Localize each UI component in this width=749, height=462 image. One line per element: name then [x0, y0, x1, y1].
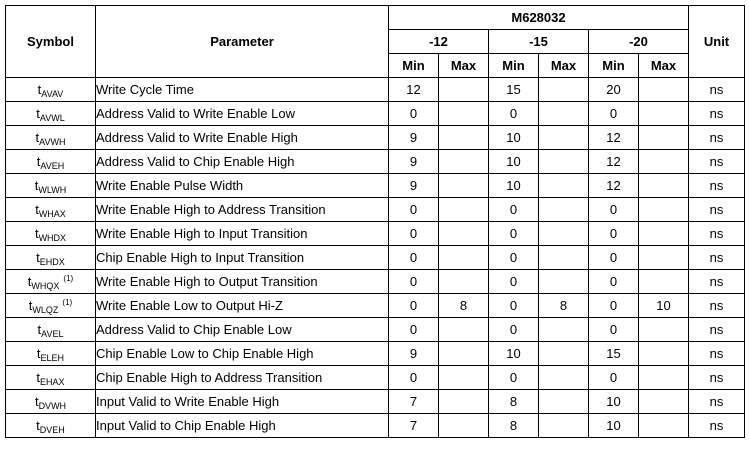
device-header: M628032 [389, 6, 689, 30]
min-value-cell: 7 [389, 390, 439, 414]
parameter-cell: Chip Enable High to Input Transition [96, 246, 389, 270]
symbol-letter: t [37, 322, 42, 337]
max-value-cell [539, 222, 589, 246]
min-value-cell: 0 [489, 222, 539, 246]
table-row [6, 78, 745, 102]
min-value-cell: 15 [489, 78, 539, 102]
symbol-letter: t [34, 394, 39, 409]
min-value-cell: 9 [389, 150, 439, 174]
table-row [6, 342, 745, 366]
min-value-cell: 0 [389, 294, 439, 318]
max-value-cell [639, 174, 689, 198]
unit-cell: ns [689, 78, 745, 102]
max-value-cell [539, 174, 589, 198]
min-value-cell: 12 [389, 78, 439, 102]
symbol-cell [6, 174, 96, 198]
symbol-letter: t [36, 346, 41, 361]
parameter-cell: Address Valid to Write Enable High [96, 126, 389, 150]
symbol-subscript: AVWH [39, 137, 66, 147]
min-value-cell: 0 [489, 246, 539, 270]
parameter-cell: Address Valid to Chip Enable High [96, 150, 389, 174]
min-value-cell: 0 [489, 270, 539, 294]
symbol-cell [6, 318, 96, 342]
min-value-cell: 12 [589, 150, 639, 174]
symbol-subscript: AVWL [39, 113, 65, 123]
max-value-cell [539, 126, 589, 150]
symbol-subscript: WHQX [31, 281, 60, 291]
timing-table [5, 5, 745, 438]
grade-header: -15 [489, 30, 589, 54]
min-value-cell: 0 [589, 294, 639, 318]
min-value-cell: 20 [589, 78, 639, 102]
table-row [6, 174, 745, 198]
min-value-cell: 0 [389, 222, 439, 246]
max-value-cell [639, 198, 689, 222]
min-value-cell: 0 [489, 198, 539, 222]
max-value-cell [639, 342, 689, 366]
symbol-letter: t [27, 274, 32, 289]
max-value-cell [539, 366, 589, 390]
symbol-cell [6, 246, 96, 270]
max-value-cell [439, 318, 489, 342]
table-row [6, 198, 745, 222]
table-row [6, 390, 745, 414]
min-value-cell: 0 [389, 270, 439, 294]
min-value-cell: 10 [589, 390, 639, 414]
max-value-cell: 10 [639, 294, 689, 318]
max-value-cell [439, 150, 489, 174]
min-header: Min [589, 54, 639, 78]
min-value-cell: 9 [389, 342, 439, 366]
max-value-cell [639, 318, 689, 342]
unit-cell: ns [689, 390, 745, 414]
header-row-1 [6, 6, 745, 30]
symbol-letter: t [36, 154, 41, 169]
parameter-cell: Write Enable High to Input Transition [96, 222, 389, 246]
symbol-cell [6, 390, 96, 414]
max-value-cell [439, 390, 489, 414]
parameter-cell: Chip Enable High to Address Transition [96, 366, 389, 390]
symbol-cell [6, 198, 96, 222]
max-value-cell [639, 102, 689, 126]
max-value-cell [539, 414, 589, 438]
symbol-letter: t [35, 130, 40, 145]
max-value-cell [639, 78, 689, 102]
table-row [6, 102, 745, 126]
max-value-cell [439, 78, 489, 102]
parameter-cell: Address Valid to Chip Enable Low [96, 318, 389, 342]
min-value-cell: 9 [389, 126, 439, 150]
symbol-subscript: WHDX [38, 233, 67, 243]
min-value-cell: 12 [589, 126, 639, 150]
symbol-cell [6, 270, 96, 294]
min-value-cell: 0 [589, 246, 639, 270]
min-header: Min [489, 54, 539, 78]
max-value-cell [539, 270, 589, 294]
symbol-letter: t [36, 418, 40, 433]
max-value-cell [439, 198, 489, 222]
table-row [6, 294, 745, 318]
symbol-cell [6, 126, 96, 150]
table-row [6, 366, 745, 390]
min-value-cell: 0 [589, 318, 639, 342]
max-header: Max [439, 54, 489, 78]
max-value-cell [639, 414, 689, 438]
symbol-subscript: AVEL [41, 329, 64, 339]
symbol-subscript: DVWH [38, 401, 67, 411]
max-value-cell [539, 318, 589, 342]
symbol-letter: t [36, 370, 41, 385]
parameter-cell: Chip Enable Low to Chip Enable High [96, 342, 389, 366]
symbol-subscript: EHDX [39, 257, 65, 267]
min-value-cell: 9 [389, 174, 439, 198]
max-value-cell [439, 126, 489, 150]
unit-cell: ns [689, 318, 745, 342]
table-row [6, 414, 745, 438]
min-value-cell: 0 [489, 294, 539, 318]
min-value-cell: 0 [589, 222, 639, 246]
parameter-cell: Write Enable High to Output Transition [96, 270, 389, 294]
symbol-cell [6, 102, 96, 126]
unit-cell: ns [689, 270, 745, 294]
unit-cell: ns [689, 366, 745, 390]
max-value-cell [639, 222, 689, 246]
unit-cell: ns [689, 198, 745, 222]
min-value-cell: 0 [389, 102, 439, 126]
max-value-cell [639, 246, 689, 270]
parameter-header: Parameter [96, 6, 389, 78]
max-value-cell: 8 [439, 294, 489, 318]
max-value-cell [439, 342, 489, 366]
unit-cell: ns [689, 342, 745, 366]
symbol-header: Symbol [6, 6, 96, 78]
min-value-cell: 0 [589, 366, 639, 390]
symbol-letter: t [36, 250, 40, 265]
min-value-cell: 0 [589, 198, 639, 222]
symbol-subscript: AVAV [41, 89, 64, 99]
min-value-cell: 10 [489, 150, 539, 174]
symbol-subscript: WLQZ [32, 305, 59, 315]
unit-header: Unit [689, 6, 745, 78]
max-header: Max [639, 54, 689, 78]
max-value-cell [439, 246, 489, 270]
min-value-cell: 0 [589, 270, 639, 294]
unit-cell: ns [689, 294, 745, 318]
symbol-subscript: EHAX [40, 377, 65, 387]
parameter-cell: Write Enable Pulse Width [96, 174, 389, 198]
symbol-cell [6, 294, 96, 318]
symbol-subscript: AVEH [40, 161, 65, 171]
min-value-cell: 10 [489, 342, 539, 366]
max-value-cell [639, 270, 689, 294]
max-value-cell [539, 78, 589, 102]
max-value-cell [439, 366, 489, 390]
table-row [6, 150, 745, 174]
max-value-cell [439, 270, 489, 294]
min-value-cell: 10 [489, 126, 539, 150]
max-value-cell [639, 150, 689, 174]
max-value-cell [639, 366, 689, 390]
table-row [6, 318, 745, 342]
max-value-cell [539, 342, 589, 366]
table-row [6, 222, 745, 246]
footnote-marker: (1) [63, 274, 74, 283]
max-value-cell: 8 [539, 294, 589, 318]
min-value-cell: 7 [389, 414, 439, 438]
max-value-cell [539, 246, 589, 270]
max-value-cell [539, 102, 589, 126]
symbol-letter: t [36, 106, 40, 121]
symbol-subscript: ELEH [40, 353, 65, 363]
min-value-cell: 8 [489, 414, 539, 438]
max-value-cell [439, 174, 489, 198]
min-value-cell: 12 [589, 174, 639, 198]
unit-cell: ns [689, 126, 745, 150]
unit-cell: ns [689, 246, 745, 270]
symbol-subscript: WLWH [38, 185, 67, 195]
max-value-cell [439, 414, 489, 438]
symbol-letter: t [35, 202, 39, 217]
parameter-cell: Input Valid to Write Enable High [96, 390, 389, 414]
grade-header: -20 [589, 30, 689, 54]
symbol-letter: t [37, 82, 42, 97]
unit-cell: ns [689, 102, 745, 126]
max-value-cell [539, 390, 589, 414]
min-header: Min [389, 54, 439, 78]
min-value-cell: 10 [589, 414, 639, 438]
min-value-cell: 0 [389, 318, 439, 342]
table-body [6, 78, 745, 438]
unit-cell: ns [689, 414, 745, 438]
footnote-marker: (1) [62, 298, 73, 307]
max-value-cell [639, 126, 689, 150]
max-value-cell [539, 150, 589, 174]
symbol-cell [6, 342, 96, 366]
symbol-letter: t [28, 298, 33, 313]
min-value-cell: 0 [589, 102, 639, 126]
min-value-cell: 8 [489, 390, 539, 414]
symbol-cell [6, 78, 96, 102]
min-value-cell: 10 [489, 174, 539, 198]
min-value-cell: 0 [389, 246, 439, 270]
max-value-cell [439, 102, 489, 126]
symbol-cell [6, 414, 96, 438]
symbol-cell [6, 366, 96, 390]
min-value-cell: 0 [389, 198, 439, 222]
unit-cell: ns [689, 174, 745, 198]
parameter-cell: Write Cycle Time [96, 78, 389, 102]
min-value-cell: 0 [489, 366, 539, 390]
parameter-cell: Write Enable High to Address Transition [96, 198, 389, 222]
symbol-cell [6, 150, 96, 174]
unit-cell: ns [689, 222, 745, 246]
min-value-cell: 0 [489, 318, 539, 342]
symbol-letter: t [34, 226, 39, 241]
symbol-subscript: WHAX [38, 209, 66, 219]
symbol-subscript: DVEH [39, 425, 65, 435]
parameter-cell: Input Valid to Chip Enable High [96, 414, 389, 438]
table-row [6, 126, 745, 150]
table-row [6, 246, 745, 270]
min-value-cell: 15 [589, 342, 639, 366]
unit-cell: ns [689, 150, 745, 174]
parameter-cell: Address Valid to Write Enable Low [96, 102, 389, 126]
max-value-cell [439, 222, 489, 246]
symbol-letter: t [34, 178, 39, 193]
max-value-cell [639, 390, 689, 414]
min-value-cell: 0 [489, 102, 539, 126]
table-row [6, 270, 745, 294]
symbol-cell [6, 222, 96, 246]
parameter-cell: Write Enable Low to Output Hi-Z [96, 294, 389, 318]
max-value-cell [539, 198, 589, 222]
min-value-cell: 0 [389, 366, 439, 390]
grade-header: -12 [389, 30, 489, 54]
max-header: Max [539, 54, 589, 78]
